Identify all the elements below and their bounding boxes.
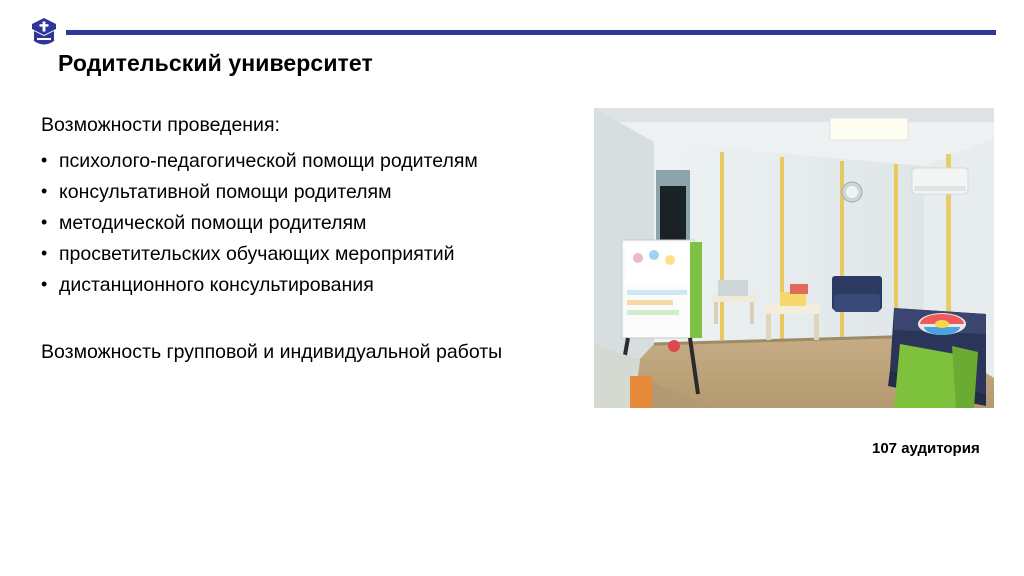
classroom-photo (594, 108, 994, 408)
photo-caption: 107 аудитория (872, 440, 980, 457)
list-item: • консультативной помощи родителям (41, 177, 581, 208)
university-crest-icon (29, 17, 59, 49)
page-title: Родительский университет (58, 50, 373, 76)
list-item: • методической помощи родителям (41, 208, 581, 239)
list-item: • психолого-педагогической помощи родителям (41, 146, 581, 177)
body-content (41, 110, 581, 367)
list-item: • дистанционного консультирования (41, 270, 581, 301)
bullet-list (41, 146, 581, 301)
list-item: • просветительских обучающих мероприятий (41, 239, 581, 270)
closing-text: Возможность групповой и индивидуальной работы (41, 341, 503, 363)
header-divider (66, 30, 996, 35)
lead-text: Возможности проведения: (41, 114, 280, 136)
